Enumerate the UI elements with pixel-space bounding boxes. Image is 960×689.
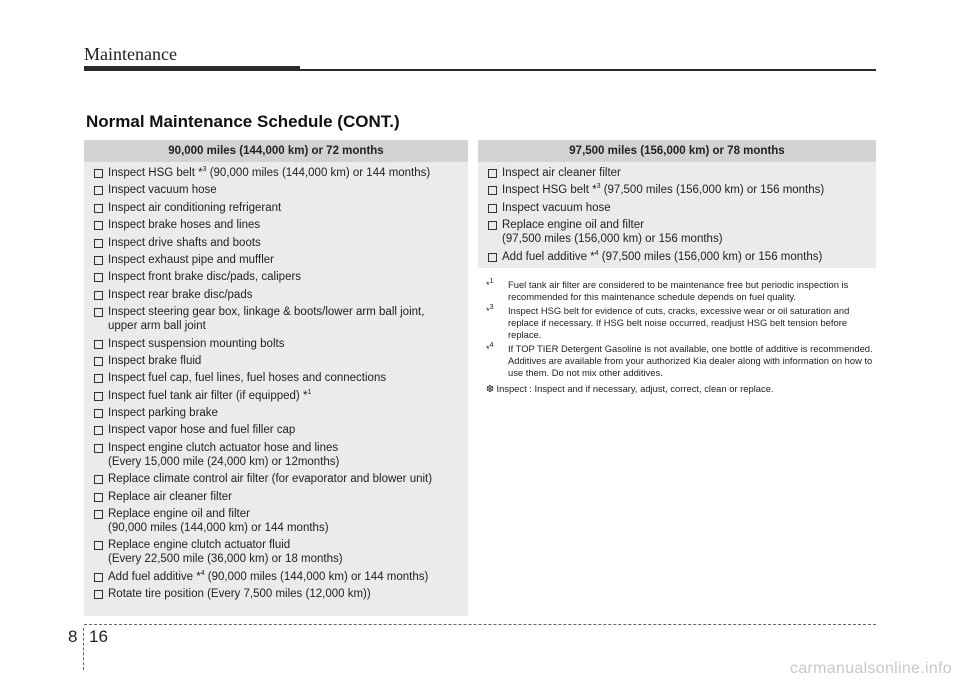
checklist-item: [94, 538, 468, 566]
footnote: [486, 279, 876, 303]
checkbox-icon: [94, 475, 103, 484]
checkbox-icon: [94, 239, 103, 248]
checklist-item: [94, 441, 468, 469]
checkbox-icon: [94, 169, 103, 178]
checkbox-icon: [94, 256, 103, 265]
checkbox-icon: [488, 221, 497, 230]
section-title: Normal Maintenance Schedule (CONT.): [86, 112, 400, 131]
footnote-text: If TOP TIER Detergent Gasoline is not available, one bottle of additive is recommended. Additives are available from your authorized Kia dealer along with information on how to use them. Do not mix other additives.: [508, 343, 873, 378]
checklist-item-text: Inspect brake fluid: [108, 354, 202, 367]
checklist-item-text: Inspect steering gear box, linkage & boots/lower arm ball joint, upper arm ball joint: [108, 305, 468, 333]
checklist-item: [94, 507, 468, 535]
checklist-item: [488, 166, 876, 180]
footnote-text: Inspect HSG belt for evidence of cuts, cracks, excessive wear or oil saturation and replace if necessary. If HSG belt noise occurred, readjust HSG belt tension before replace.: [508, 305, 850, 340]
checklist-item-text: Inspect brake hoses and lines: [108, 219, 261, 232]
checklist-item-text: Replace engine oil and filter (97,500 miles (156,000 km) or 156 months): [502, 218, 876, 246]
checkbox-icon: [94, 204, 103, 213]
checkbox-icon: [488, 204, 497, 213]
checkbox-icon: [94, 541, 103, 550]
checklist-item: [94, 472, 468, 486]
checklist-item-text: Inspect exhaust pipe and muffler: [108, 253, 275, 266]
checklist-item: [488, 250, 876, 264]
checklist-item-text: Inspect fuel tank air filter (if equipped) *$^1$: [108, 388, 312, 402]
checkbox-icon: [94, 308, 103, 317]
checklist-item: [94, 337, 468, 351]
checkbox-icon: [94, 340, 103, 349]
footnote-ref: 4: [200, 569, 205, 577]
checklist-item: [94, 218, 468, 232]
footnote: [486, 305, 876, 341]
checklist: [478, 162, 876, 264]
footnote-marker: *$^4$: [486, 342, 494, 354]
footnote-text: Fuel tank air filter are considered to be maintenance free but periodic inspection is recommended for this maintenance schedule depends on fuel quality.: [508, 279, 849, 302]
footnote-ref: 3: [596, 183, 601, 191]
checkbox-icon: [488, 169, 497, 178]
checklist-item-text: Replace air cleaner filter: [108, 490, 233, 503]
checklist-item-text: Inspect vacuum hose: [502, 201, 611, 214]
checklist-item: [488, 183, 876, 197]
checklist-item: [94, 371, 468, 385]
footnote-marker: *$^3$: [486, 304, 494, 316]
checkbox-icon: [94, 186, 103, 195]
checklist-item: [94, 406, 468, 420]
checklist-item-text: Inspect vacuum hose: [108, 184, 217, 197]
page-number: 16: [89, 627, 108, 646]
chapter-number: 8: [68, 627, 78, 646]
checklist-item-text: Replace engine oil and filter (90,000 miles (144,000 km) or 144 months): [108, 507, 468, 535]
checklist-item: [94, 166, 468, 180]
checklist-item-text: Inspect fuel cap, fuel lines, fuel hoses and connections: [108, 372, 387, 385]
checklist-item-text: Inspect drive shafts and boots: [108, 236, 261, 249]
checklist-item: [94, 236, 468, 250]
footnote-ref: 1: [307, 388, 312, 396]
checklist-item-text: Inspect HSG belt *$^3$ (90,000 miles (144,000 km) or 144 months): [108, 166, 431, 179]
checkbox-icon: [94, 409, 103, 418]
checklist-item-detail: upper arm ball joint: [108, 320, 206, 333]
checklist-item: [94, 253, 468, 267]
checkbox-icon: [94, 392, 103, 401]
checklist-item: [94, 423, 468, 437]
checklist-item: [94, 201, 468, 215]
header-rule-thin: [300, 69, 876, 71]
checklist-item-text: Inspect air conditioning refrigerant: [108, 201, 282, 214]
checklist-item: [94, 305, 468, 333]
checklist-item: [94, 570, 468, 584]
panel-heading: 90,000 miles (144,000 km) or 72 months: [84, 140, 468, 162]
checkbox-icon: [94, 590, 103, 599]
checkbox-icon: [94, 493, 103, 502]
checkbox-icon: [94, 273, 103, 282]
checklist-item: [488, 201, 876, 215]
checkbox-icon: [94, 357, 103, 366]
checklist-item: [94, 587, 468, 601]
checklist-item: [94, 490, 468, 504]
checklist-item-text: Inspect air cleaner filter: [502, 167, 621, 179]
checklist-item-text: Replace climate control air filter (for evaporator and blower unit): [108, 473, 433, 486]
footer-vertical-divider: [83, 628, 84, 670]
footnotes: [486, 279, 876, 395]
checklist-item-text: Inspect rear brake disc/pads: [108, 288, 253, 301]
checklist: [84, 162, 468, 601]
footnote-ref: 4: [594, 249, 599, 257]
inspect-definition-note: ❆ Inspect : Inspect and if necessary, adjust, correct, clean or replace.: [486, 383, 774, 394]
page-header-title: Maintenance: [84, 44, 177, 64]
checkbox-icon: [94, 221, 103, 230]
checklist-item-text: Add fuel additive *$^4$ (97,500 miles (156,000 km) or 156 months): [502, 249, 823, 263]
panel-heading: 97,500 miles (156,000 km) or 78 months: [478, 140, 876, 162]
checkbox-icon: [488, 186, 497, 195]
schedule-panel-97500: [478, 140, 876, 268]
checklist-item: [94, 389, 468, 403]
checkbox-icon: [94, 573, 103, 582]
checklist-item-text: Rotate tire position (Every 7,500 miles (12,000 km)): [108, 588, 371, 601]
checkbox-icon: [94, 426, 103, 435]
checklist-item: [94, 270, 468, 284]
footnote-ref: 3: [202, 166, 207, 173]
checklist-item: [94, 183, 468, 197]
schedule-panel-90000: [84, 140, 468, 616]
footnote: [486, 343, 876, 379]
checklist-item-text: Add fuel additive *$^4$ (90,000 miles (144,000 km) or 144 months): [108, 569, 429, 583]
checkbox-icon: [94, 374, 103, 383]
checklist-item-text: Inspect suspension mounting bolts: [108, 337, 285, 350]
checklist-item: [94, 354, 468, 368]
checklist-item-text: Replace engine clutch actuator fluid (Every 22,500 mile (36,000 km) or 18 months): [108, 538, 468, 566]
checkbox-icon: [94, 510, 103, 519]
footer-divider: [84, 624, 876, 625]
checklist-item-detail: (Every 15,000 mile (24,000 km) or 12months): [108, 455, 340, 468]
header-rule-thick: [84, 66, 300, 71]
watermark: carmanualsonline.info: [790, 660, 952, 677]
checklist-item: [488, 218, 876, 246]
footnote-marker: *$^1$: [486, 278, 494, 290]
checklist-item-detail: (90,000 miles (144,000 km) or 144 months): [108, 522, 329, 535]
checkbox-icon: [94, 291, 103, 300]
checkbox-icon: [94, 444, 103, 453]
checklist-item-text: Inspect HSG belt *$^3$ (97,500 miles (156,000 km) or 156 months): [502, 183, 825, 197]
checklist-item: [94, 288, 468, 302]
checklist-item-text: Inspect vapor hose and fuel filler cap: [108, 424, 296, 437]
checklist-item-detail: (97,500 miles (156,000 km) or 156 months): [502, 233, 723, 246]
checklist-item-text: Inspect engine clutch actuator hose and lines (Every 15,000 mile (24,000 km) or 12months): [108, 441, 468, 469]
checklist-item-detail: (Every 22,500 mile (36,000 km) or 18 months): [108, 553, 343, 566]
checklist-item-text: Inspect front brake disc/pads, calipers: [108, 271, 302, 284]
checkbox-icon: [488, 253, 497, 262]
checklist-item-text: Inspect parking brake: [108, 407, 218, 420]
